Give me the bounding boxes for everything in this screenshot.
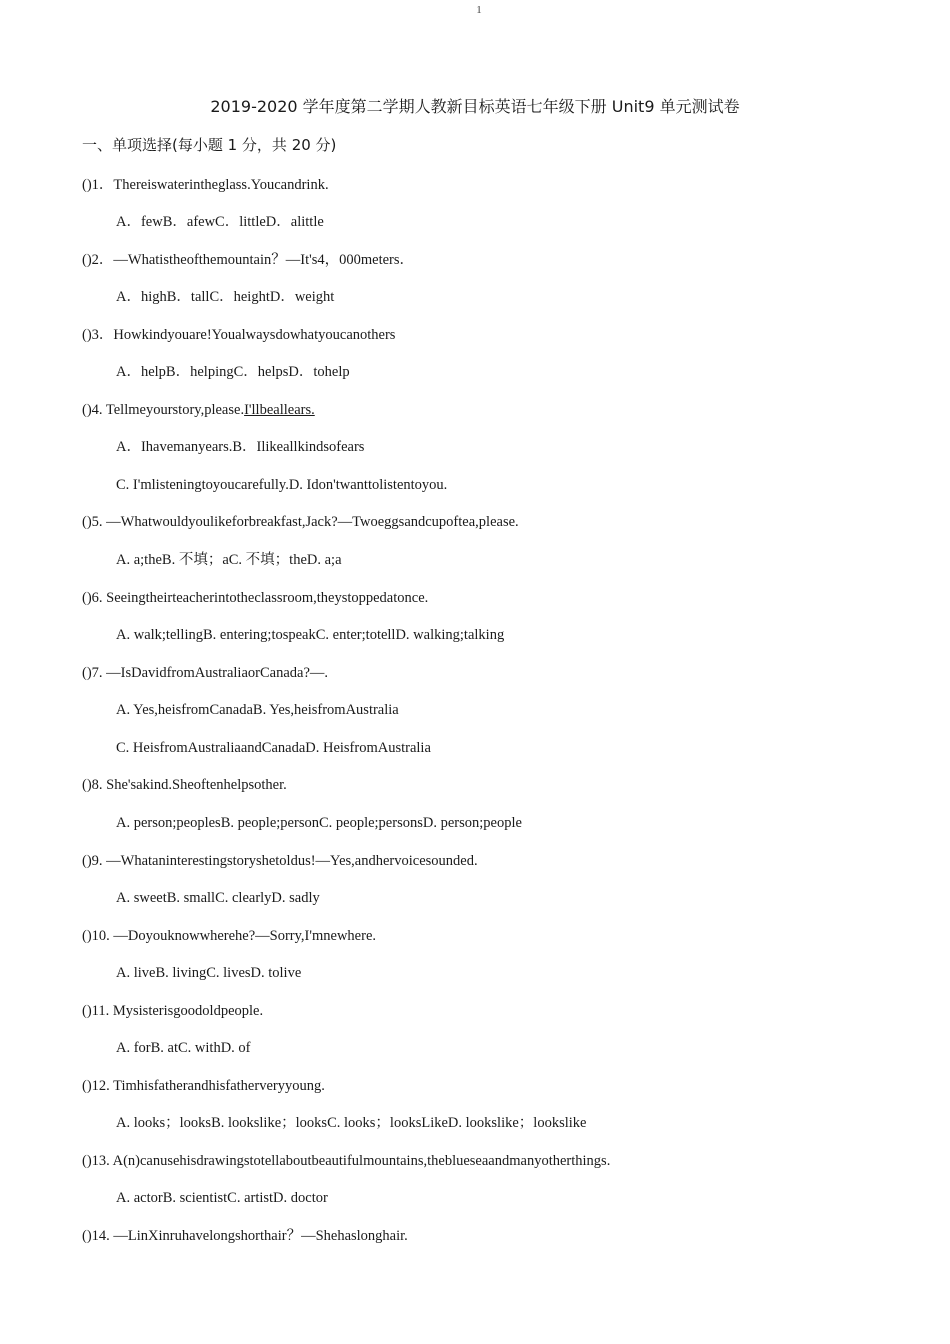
question-10-options: A. liveB. livingC. livesD. tolive — [116, 965, 302, 981]
question-2-options: A．highB．tallC．heightD．weight — [116, 289, 335, 305]
document-title: 2019-2020 学年度第二学期人教新目标英语七年级下册 Unit9 单元测试卷 — [210, 97, 740, 116]
question-4-underlined-phrase: I'llbeallears. — [244, 402, 315, 418]
question-1: ()1．Thereiswaterintheglass.Youcandrink. — [82, 177, 329, 193]
question-1-options: A．fewB．afewC．littleD．alittle — [116, 214, 324, 230]
section-heading: 一、单项选择(每小题 1 分，共 20 分) — [82, 136, 337, 154]
question-6: ()6. Seeingtheirteacherintotheclassroom,theystoppedatonce. — [82, 590, 429, 606]
question-5: ()5. —Whatwouldyoulikeforbreakfast,Jack?—Twoeggsandcupoftea,please. — [82, 514, 519, 530]
question-12: ()12. Timhisfatherandhisfatherveryyoung. — [82, 1078, 325, 1094]
question-8-options: A. person;peoplesB. people;personC. people;personsD. person;people — [116, 815, 522, 831]
question-10: ()10. —Doyouknowwherehe?—Sorry,I'mnewhere. — [82, 928, 377, 944]
question-5-options: A. a;theB. 不填；aC. 不填；theD. a;a — [116, 552, 342, 568]
question-11-options: A. forB. atC. withD. of — [116, 1040, 251, 1056]
question-6-options: A. walk;tellingB. entering;tospeakC. enter;totellD. walking;talking — [116, 627, 505, 643]
question-4-options-ab: A．Ihavemanyears.B．Ilikeallkindsofears — [116, 439, 365, 455]
question-13: ()13. A(n)canusehisdrawingstotellaboutbeautifulmountains,theblueseaandmanyotherthings. — [82, 1153, 611, 1169]
question-9-options: A. sweetB. smallC. clearlyD. sadly — [116, 890, 320, 906]
question-7: ()7. —IsDavidfromAustraliaorCanada?—. — [82, 665, 329, 681]
question-8: ()8. She'sakind.Sheoftenhelpsother. — [82, 777, 287, 793]
question-3-options: A．helpB．helpingC．helpsD．tohelp — [116, 364, 350, 380]
question-7-options-ab: A. Yes,heisfromCanadaB. Yes,heisfromAustralia — [116, 702, 399, 718]
question-11: ()11. Mysisterisgoodoldpeople. — [82, 1003, 264, 1019]
question-4 — [82, 400, 315, 420]
question-3: ()3．Howkindyouare!Youalwaysdowhatyoucanothers — [82, 327, 396, 343]
question-12-options: A. looks；looksB. lookslike；looksC. looks；looksLikeD. lookslike；lookslike — [116, 1115, 587, 1131]
question-14: ()14. —LinXinruhavelongshorthair？—Shehaslonghair. — [82, 1228, 408, 1244]
question-9: ()9. —Whataninterestingstoryshetoldus!—Yes,andhervoicesounded. — [82, 853, 478, 869]
question-2: ()2．—Whatistheofthemountain？—It's4，000meters． — [82, 252, 415, 268]
question-7-options-cd: C. HeisfromAustraliaandCanadaD. HeisfromAustralia — [116, 740, 431, 756]
question-4-options-cd: C. I'mlisteningtoyoucarefully.D. Idon'twanttolistentoyou. — [116, 477, 448, 493]
question-4-text: ()4. Tellmeyourstory,please. — [82, 402, 245, 418]
page-number: 1 — [476, 4, 482, 16]
question-13-options: A. actorB. scientistC. artistD. doctor — [116, 1190, 328, 1206]
